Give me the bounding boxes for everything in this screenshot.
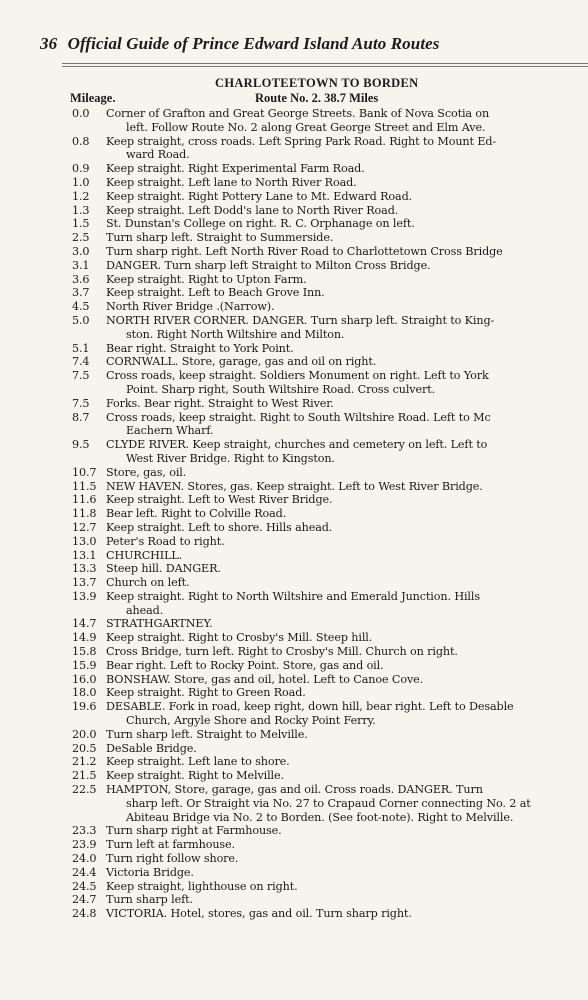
route-entry (72, 217, 588, 231)
direction-text (106, 742, 588, 756)
mileage-value: 13.9 (72, 589, 97, 603)
direction-text (106, 907, 588, 921)
route-entry (72, 838, 588, 852)
direction-line: Keep straight. Left to shore. Hills ahead. (106, 520, 333, 534)
direction-text (106, 397, 588, 411)
route-entry (72, 659, 588, 673)
direction-text (106, 562, 588, 576)
mileage-value: 1.0 (72, 175, 90, 189)
direction-text (106, 355, 588, 369)
direction-text (106, 493, 588, 507)
direction-text (106, 838, 588, 852)
direction-text (106, 549, 588, 563)
direction-line: Abiteau Bridge via No. 2 to Borden. (See foot-note). Right to Melville. (126, 810, 514, 824)
direction-line: CHURCHILL. (106, 548, 183, 562)
header-rule (62, 63, 588, 64)
direction-text (106, 521, 588, 535)
direction-text (106, 824, 588, 838)
direction-line: Church on left. (106, 576, 190, 590)
mileage-value: 12.7 (72, 520, 97, 534)
direction-line: Turn right follow shore. (106, 852, 239, 866)
direction-line: Keep straight. Right Experimental Farm Road. (106, 162, 365, 176)
mileage-value: 3.7 (72, 286, 90, 300)
direction-text (106, 176, 588, 190)
route-entry (72, 673, 588, 687)
route-entry (72, 231, 588, 245)
direction-text (106, 314, 588, 342)
header-rule-thin (62, 66, 588, 67)
direction-line: HAMPTON, Store, garage, gas and oil. Cross roads. DANGER. Turn (106, 783, 483, 797)
direction-line: Turn sharp right. Left North River Road to Charlottetown Cross Bridge (106, 244, 503, 258)
route-entry (72, 700, 588, 728)
direction-line: Corner of Grafton and Great George Streets. Bank of Nova Scotia on (106, 107, 490, 120)
direction-text (106, 507, 588, 521)
direction-line: Bear left. Right to Colville Road. (106, 507, 287, 521)
direction-line: Keep straight. Right to Green Road. (106, 686, 306, 700)
book-title: Official Guide of Prince Edward Island Auto Routes (67, 34, 440, 53)
direction-line: sharp left. Or Straight via No. 27 to Crapaud Corner connecting No. 2 at (126, 796, 531, 810)
direction-line: Keep straight. Left Dodd's lane to North River Road. (106, 203, 399, 217)
direction-line: Keep straight. Right to North Wiltshire and Emerald Junction. Hills (106, 589, 480, 603)
mileage-value: 24.8 (72, 907, 97, 921)
mileage-value: 7.5 (72, 396, 90, 410)
mileage-value: 24.4 (72, 865, 97, 879)
direction-text (106, 217, 588, 231)
route-entry (72, 176, 588, 190)
direction-line: Forks. Bear right. Straight to West River. (106, 396, 334, 410)
mileage-value: 5.1 (72, 341, 90, 355)
mileage-value: 0.8 (72, 134, 90, 148)
direction-line: Turn left at farmhouse. (106, 838, 235, 852)
mileage-value: 20.5 (72, 741, 97, 755)
page-number: 36 (40, 34, 58, 53)
mileage-value: 7.4 (72, 355, 90, 369)
mileage-value: 15.8 (72, 645, 97, 659)
mileage-value: 20.0 (72, 727, 97, 741)
route-entries (72, 107, 588, 921)
route-entry (72, 411, 588, 439)
mileage-value: 1.3 (72, 203, 90, 217)
direction-line: Keep straight. Left lane to shore. (106, 755, 290, 769)
direction-text (106, 893, 588, 907)
route-entry (72, 769, 588, 783)
direction-line: Cross Bridge, turn left. Right to Crosby's Mill. Church on right. (106, 645, 458, 659)
direction-line: Bear right. Straight to York Point. (106, 341, 294, 355)
mileage-value: 24.0 (72, 852, 97, 866)
direction-text (106, 259, 588, 273)
direction-line: NORTH RIVER CORNER. DANGER. Turn sharp left. Straight to King- (106, 313, 495, 327)
route-entry (72, 480, 588, 494)
route-subtitle: Route No. 2. 38.7 Miles (255, 91, 379, 105)
route-entry (72, 273, 588, 287)
mileage-value: 11.5 (72, 479, 97, 493)
mileage-label: Mileage. (70, 91, 116, 105)
mileage-value: 13.0 (72, 534, 97, 548)
direction-line: BONSHAW. Store, gas and oil, hotel. Left to Canoe Cove. (106, 672, 424, 686)
mileage-value: 18.0 (72, 686, 97, 700)
direction-text (106, 755, 588, 769)
direction-text (106, 245, 588, 259)
route-entry (72, 907, 588, 921)
direction-line: Keep straight, lighthouse on right. (106, 879, 298, 893)
direction-text (106, 866, 588, 880)
route-entry (72, 438, 588, 466)
mileage-value: 21.5 (72, 769, 97, 783)
route-entry (72, 466, 588, 480)
mileage-value: 13.3 (72, 562, 97, 576)
direction-text (106, 107, 588, 135)
mileage-value: 11.6 (72, 493, 97, 507)
direction-line: Church, Argyle Shore and Rocky Point Ferry. (126, 714, 376, 728)
direction-text (106, 852, 588, 866)
route-entry (72, 893, 588, 907)
direction-line: Victoria Bridge. (106, 865, 194, 879)
direction-text (106, 700, 588, 728)
direction-text (106, 438, 588, 466)
page-header (40, 34, 588, 54)
direction-line: Store, gas, oil. (106, 465, 187, 479)
direction-line: Turn sharp right at Farmhouse. (106, 824, 282, 838)
direction-line: Turn sharp left. Straight to Summerside. (106, 231, 334, 245)
route-entry (72, 369, 588, 397)
direction-line: Point. Sharp right, South Wiltshire Road. Cross culvert. (126, 382, 436, 396)
direction-line: Keep straight. Left to West River Bridge. (106, 493, 333, 507)
route-entry (72, 135, 588, 163)
direction-line: Keep straight. Right to Melville. (106, 769, 284, 783)
direction-text (106, 135, 588, 163)
direction-line: Keep straight. Right to Upton Farm. (106, 272, 307, 286)
route-entry (72, 824, 588, 838)
mileage-value: 2.5 (72, 231, 90, 245)
mileage-value: 3.1 (72, 258, 90, 272)
direction-line: NEW HAVEN. Stores, gas. Keep straight. Left to West River Bridge. (106, 479, 483, 493)
route-entry (72, 204, 588, 218)
route-entry (72, 535, 588, 549)
mileage-value: 11.8 (72, 507, 97, 521)
direction-line: STRATHGARTNEY. (106, 617, 213, 631)
direction-text (106, 466, 588, 480)
route-entry (72, 245, 588, 259)
route-entry (72, 576, 588, 590)
route-entry (72, 755, 588, 769)
direction-text (106, 783, 588, 824)
direction-line: Peter's Road to right. (106, 534, 225, 548)
direction-line: Steep hill. DANGER. (106, 562, 221, 576)
direction-line: CORNWALL. Store, garage, gas and oil on right. (106, 355, 377, 369)
route-entry (72, 397, 588, 411)
direction-text (106, 369, 588, 397)
direction-line: VICTORIA. Hotel, stores, gas and oil. Turn sharp right. (106, 907, 412, 921)
direction-line: CLYDE RIVER. Keep straight, churches and cemetery on left. Left to (106, 438, 488, 452)
direction-text (106, 728, 588, 742)
direction-text (106, 769, 588, 783)
route-title: CHARLOTEETOWN TO BORDEN (215, 76, 419, 90)
route-entry (72, 880, 588, 894)
mileage-value: 19.6 (72, 700, 97, 714)
direction-text (106, 190, 588, 204)
route-entry (72, 783, 588, 824)
mileage-value: 4.5 (72, 300, 90, 314)
mileage-value: 0.9 (72, 162, 90, 176)
direction-text (106, 645, 588, 659)
mileage-value: 22.5 (72, 783, 97, 797)
direction-text (106, 576, 588, 590)
direction-line: Keep straight. Left to Beach Grove Inn. (106, 286, 325, 300)
mileage-value: 1.5 (72, 217, 90, 231)
route-entry (72, 590, 588, 618)
route-entry (72, 645, 588, 659)
direction-line: ston. Right North Wiltshire and Milton. (126, 327, 345, 341)
direction-line: Keep straight. Right Pottery Lane to Mt. Edward Road. (106, 189, 413, 203)
route-entry (72, 631, 588, 645)
mileage-value: 5.0 (72, 313, 90, 327)
mileage-value: 1.2 (72, 189, 90, 203)
mileage-value: 15.9 (72, 658, 97, 672)
mileage-value: 0.0 (72, 107, 90, 120)
mileage-value: 23.3 (72, 824, 97, 838)
route-entry (72, 286, 588, 300)
direction-line: Turn sharp left. Straight to Melville. (106, 727, 308, 741)
direction-text (106, 631, 588, 645)
direction-text (106, 204, 588, 218)
direction-text (106, 300, 588, 314)
route-entry (72, 342, 588, 356)
direction-line: Eachern Wharf. (126, 424, 214, 438)
direction-text (106, 590, 588, 618)
direction-line: Keep straight, cross roads. Left Spring Park Road. Right to Mount Ed- (106, 134, 497, 148)
mileage-value: 24.7 (72, 893, 97, 907)
direction-text (106, 480, 588, 494)
direction-line: Cross roads, keep straight. Right to South Wiltshire Road. Left to Mc (106, 410, 491, 424)
direction-line: left. Follow Route No. 2 along Great George Street and Elm Ave. (126, 120, 486, 134)
direction-text (106, 342, 588, 356)
mileage-value: 24.5 (72, 879, 97, 893)
direction-text (106, 273, 588, 287)
route-entry (72, 562, 588, 576)
direction-line: DeSable Bridge. (106, 741, 197, 755)
mileage-value: 21.2 (72, 755, 97, 769)
route-entry (72, 259, 588, 273)
direction-text (106, 231, 588, 245)
direction-line: ward Road. (126, 148, 190, 162)
route-entry (72, 314, 588, 342)
route-entry (72, 162, 588, 176)
mileage-value: 3.6 (72, 272, 90, 286)
direction-line: St. Dunstan's College on right. R. C. Orphanage on left. (106, 217, 415, 231)
direction-line: Bear right. Left to Rocky Point. Store, gas and oil. (106, 658, 384, 672)
direction-line: Keep straight. Left lane to North River Road. (106, 175, 357, 189)
mileage-value: 13.7 (72, 576, 97, 590)
direction-line: Cross roads, keep straight. Soldiers Monument on right. Left to York (106, 369, 489, 383)
route-entry (72, 852, 588, 866)
direction-line: DESABLE. Fork in road, keep right, down hill, bear right. Left to Desable (106, 700, 514, 714)
direction-text (106, 659, 588, 673)
direction-line: DANGER. Turn sharp left Straight to Milton Cross Bridge. (106, 258, 431, 272)
direction-text (106, 880, 588, 894)
direction-line: ahead. (126, 603, 164, 617)
route-entry (72, 686, 588, 700)
direction-line: Turn sharp left. (106, 893, 193, 907)
route-entry (72, 549, 588, 563)
route-entry (72, 866, 588, 880)
route-entry (72, 190, 588, 204)
route-entry (72, 521, 588, 535)
route-entry (72, 742, 588, 756)
mileage-value: 13.1 (72, 548, 97, 562)
route-entry (72, 507, 588, 521)
direction-text (106, 617, 588, 631)
direction-text (106, 286, 588, 300)
direction-line: North River Bridge .(Narrow). (106, 300, 275, 314)
route-entry (72, 300, 588, 314)
mileage-value: 7.5 (72, 369, 90, 383)
mileage-value: 14.7 (72, 617, 97, 631)
direction-line: Keep straight. Right to Crosby's Mill. Steep hill. (106, 631, 373, 645)
mileage-value: 9.5 (72, 438, 90, 452)
direction-line: West River Bridge. Right to Kingston. (126, 451, 335, 465)
mileage-value: 14.9 (72, 631, 97, 645)
route-entry (72, 493, 588, 507)
direction-text (106, 162, 588, 176)
direction-text (106, 673, 588, 687)
mileage-value: 3.0 (72, 244, 90, 258)
mileage-value: 8.7 (72, 410, 90, 424)
route-entry (72, 355, 588, 369)
mileage-value: 23.9 (72, 838, 97, 852)
route-entry (72, 728, 588, 742)
route-entry (72, 617, 588, 631)
direction-text (106, 686, 588, 700)
mileage-value: 16.0 (72, 672, 97, 686)
direction-text (106, 535, 588, 549)
direction-text (106, 411, 588, 439)
route-entry (72, 107, 588, 135)
mileage-value: 10.7 (72, 465, 97, 479)
